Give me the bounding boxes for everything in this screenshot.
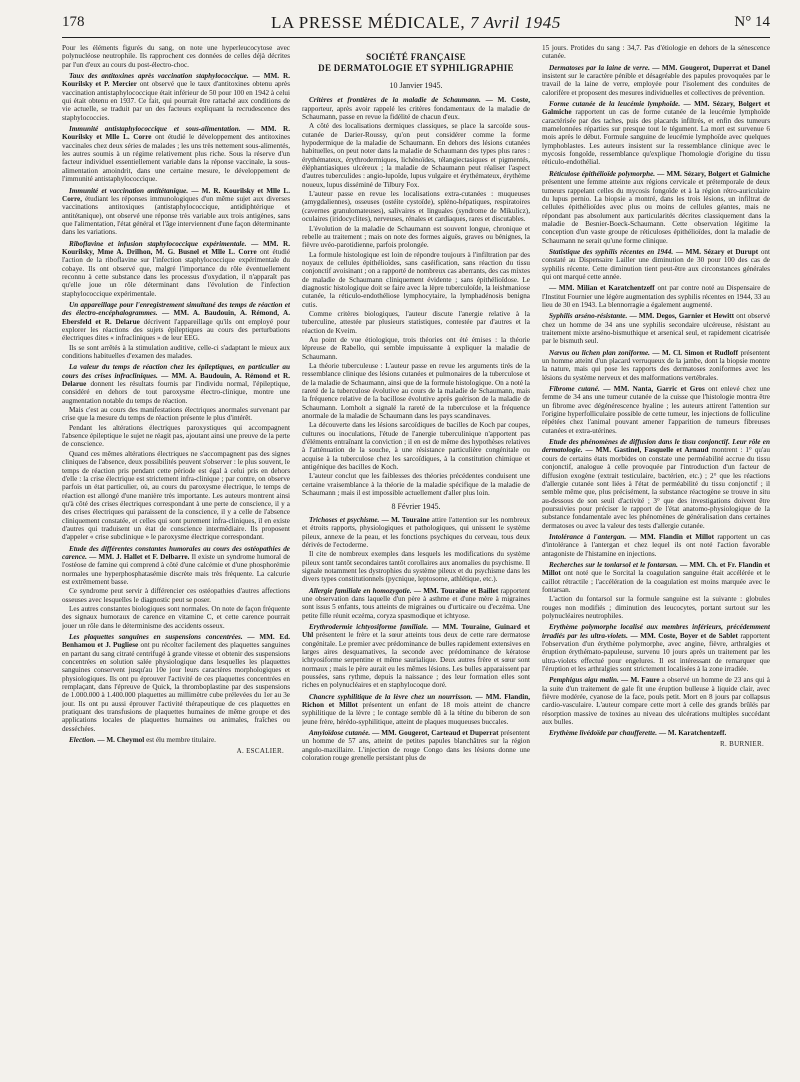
article-text: rapporteur, après avoir rappelé les critères fondamentaux de la maladie de Schaumann, passe en revue la fidélité de chacun d'eux. (302, 104, 530, 122)
article-paragraph (542, 623, 770, 673)
column-3-intro: 15 jours. Protides du sang : 34,7. Pas d'étiologie en dehors de la sénescence cutanée. (542, 44, 770, 61)
society-line-1: SOCIÉTÉ FRANÇAISE (366, 52, 466, 62)
article-text: présentent le frère et la sœur atteints tous deux de cette rare dermatose congénitale. Le premier avec prédominance de bulles rapidement extensives en larges aires desquamatives, la seconde avec prédominance de kératose ichtyosiforme serpentine et même saurialique. Deux autres frère et sœur sont normaux ; mais le père aurait eu les mêmes lésions. Les bulles apparaissent par poussées, sans rythme, depuis la naissance ; des leur formation elles sont riches en polynucléaires et en staphylocoque doré. (302, 631, 530, 690)
article-paragraph (542, 64, 770, 97)
article-authors: — MM. R. Kourilsky et P. Mercier (62, 72, 290, 89)
article-text: ont observé que le taux d'antitoxines obtenu après vaccination antistaphylococcique était inférieur de 50 pour 100 en 1942 à celui qui était obtenu en 1937. Ce fait, qui pourrait être rattaché aux conditions de vie actuelle, se traduit par un des facteurs expliquant la recrudescence des staphylococcies. (62, 80, 290, 122)
column-3-articles (542, 64, 770, 738)
article-paragraph (302, 225, 530, 250)
article-authors: — MM. A. Baudouin, A. Rémond et R. Delarue (62, 371, 290, 389)
article-paragraph (542, 729, 770, 737)
article-text: rapportent un cas de forme cutanée de la leucémie lymphoïde caractérisée par des taches, puis des placards infiltrés, et enfin des tumeurs mamelonnées réparties sur presque tout le tégument. La mort est survenue 6 mois après le début. Formule sanguine de leucémie lymphoïde avec quelques lymphoblastes. Les auteurs insistent sur la ressemblance clinique avec le mycosis fongoïde, ressemblance qu'explique l'homologie d'origine du tissu réticulo-endothélial. (542, 108, 770, 167)
article-paragraph (62, 406, 290, 423)
article-authors: — MM. Coste, Boyer et de Sablet (630, 631, 738, 640)
article-authors: — MM. Sézary et Durupt (675, 247, 759, 256)
article-paragraph (302, 516, 530, 549)
column-2 (302, 44, 530, 1072)
column-3-signature: R. BURNIER. (720, 739, 764, 748)
article-paragraph (542, 170, 770, 245)
issue-number: N° 14 (734, 14, 770, 30)
article-authors: — MM. A. Baudouin, A. Rémond, A. Ebersfeld et R. Delarue (62, 309, 290, 326)
article-authors: — M. R. Kourilsky et Mlle L. Corre, (62, 186, 290, 203)
article-paragraph (62, 344, 290, 361)
article-paragraph (542, 561, 770, 594)
article-title: Trichoses et psychisme. (309, 515, 380, 524)
article-title: Etude des différentes constantes humorales au cours des ostéopathies de carence. (62, 544, 290, 561)
article-title: Nævus ou lichen plan zoniforme. (549, 348, 650, 357)
article-authors: — M. Cheymol (97, 736, 145, 745)
article-authors: — MM. R. Kourilsky, Mme A. Drilhon, M. G. Busnel et Mlle L. Corre (62, 239, 290, 256)
article-authors: — MM. Milian et Karatchentzeff (549, 284, 655, 293)
article-authors: — M. Faure (621, 676, 660, 685)
article-paragraph (542, 438, 770, 530)
article-paragraph (302, 587, 530, 620)
article-authors: — MM. Degos, Garnier et Hewitt (629, 312, 735, 321)
article-text: ont noté que le Sorcital la coagulation sanguine était accélérée et le caillot rétractile ; l'accélération de la coagulation est moins marquée avec le fontarsan. (542, 569, 770, 594)
article-text: ont par contre noté au Dispensaire de l'Institut Fournier une légère augmentation des syphilis récentes en 1944, 33 au lieu de 30 en 1943. La blennorragie a également augmenté. (542, 284, 770, 309)
article-paragraph (542, 595, 770, 620)
article-title: Amyloïdose cutanée. (309, 729, 371, 738)
article-title: Taux des antitoxines après vaccination staphylococcique. (69, 72, 249, 81)
article-text: Il cite de nombreux exemples dans lesquels les modifications du système pileux sont tantôt secondaires tantôt corollaires aux anomalies du psychisme. Il signale notamment les dystrophies du système pileux et du psychisme dans les divers types constitutionnels (pycnique, leptosome, athlétique, etc.). (302, 550, 530, 584)
article-paragraph (302, 310, 530, 335)
issue-date: 7 Avril 1945 (470, 13, 561, 32)
article-paragraph (542, 533, 770, 558)
article-paragraph (302, 550, 530, 583)
article-text: attire l'attention sur les nombreux et étroits rapports, physiologiques et pathologiques, qui unissent le système pileux, annexe de la peau, et les fonctions psychiques du cerveau, tous deux dérivés de l'ectoderme. (302, 515, 530, 549)
article-paragraph (62, 72, 290, 122)
article-authors: — MM. Gastinel, Fasquelle et Arnaud (585, 446, 709, 455)
columns (62, 44, 770, 1072)
article-text: Ils se sont arrêtés à la stimulation auditive, celle-ci s'adaptant le mieux aux conditions habituelles d'examen des malades. (62, 343, 290, 361)
article-title: Erythème polymorphe localisé aux membres inférieurs, précédemment irradiés par les ultra-violets. (542, 623, 770, 640)
article-paragraph (62, 736, 290, 744)
article-authors: — MM. Sézary, Bolgert et Galmiche (542, 100, 770, 117)
article-text: ont étudié le développement des antitoxines vaccinales chez deux séries de malades ; les uns très nettement sous-alimentés, les autres soumis à un régime relativement plus riche. Sous la réserve d'un facteur individuel essentiellement variable dans la réponse vaccinale, la sous-alimentation amoindrit, dans une certaine mesure, le développement de l'immunité antistaphylococcique. (62, 133, 290, 184)
article-authors: — MM. Nanta, Garric et Gros (603, 385, 705, 394)
article-text: étudiant les réponses immunologiques d'un même sujet aux diverses vaccinations antitoxiques (antistaphylococcique, antidiphtérique et antitétanique), ont observé une réponse très variable aux trois antigènes, sans que l'alimentation, l'état général et l'âge interviennent d'une façon déterminante dans les variations. (62, 194, 290, 237)
society-line-2: DE DERMATOLOGIE ET SYPHILIGRAPHIE (318, 63, 514, 73)
journal-title: LA PRESSE MÉDICALE, (271, 13, 466, 32)
article-title: Les plaquettes sanguines en suspensions concentrées. (69, 633, 243, 642)
article-authors: — MM. Gougerot, Carteaud et Duperrat (372, 729, 499, 738)
article-paragraph (302, 421, 530, 471)
article-title: Recherches sur le tonlarsol et le fontarsan. (549, 560, 678, 569)
article-text: insistent sur le caractère pénible et désagréable des papules provoquées par le travail de la laine de verre, employée pour l'isolement des conduites de calorifère et proposent des mesures individuelles et collectives de prévention. (542, 72, 770, 97)
article-title: Immunité et vaccination antitétanique. (69, 186, 189, 195)
article-title: Fibrome cutané. (549, 385, 600, 394)
article-paragraph (542, 248, 770, 281)
article-text: Il existe un syndrome humoral de l'ostéose de famine qui comprend à côté d'une calcémie et d'une phosphorémie normales une hyperphosphatasémie discrète mais très fréquente. La calcurie est extrêmement basse. (62, 552, 290, 586)
article-authors: — MM. Ch. et Fr. Flandin et Millot (542, 560, 770, 578)
article-text: La découverte dans les lésions sarcoïdiques de bacilles de Koch par coupes, cultures ou inoculations, l'étude de l'anergie tuberculinique n'apportent pas d'éléments entraînant la conviction ; il en est de même des hypothèses relatives à l'atténuation de la souche, à une résistance particulière congénitale ou acquise à la tuberculose chez les sarcoïdiques, à la constitution chimique et antigénique des bacilles de Koch. (302, 421, 530, 472)
article-paragraph (302, 336, 530, 361)
article-text: ont pu récolter facilement des plaquettes sanguines en partant du sang citraté centrifugé à grande vitesse et obtenir des suspensions concentrées en solution salée physiologique dans lesquelles les plaquettes sanguines conservent jusqu'au 10e jour leurs caractères morphologiques et physiologiques. Ils ont pu éprouver l'activité de ces plaquettes concentrées en remplaçant, dans l'épreuve de Quick, la thromboplastine par des suspensions de 1.000.000 à 1.400.000 plaquettes au millimètre cube prélevées du 1er au 3e jour. Ils ont pu aussi éprouver l'activité thérapeutique de ces plaquettes en pratiquant des transfusions de plaquettes humaines de même groupe et des applications locales de plaquettes humaines ou animales, fraîches ou desséchées. (62, 641, 290, 733)
article-paragraph (302, 472, 530, 497)
article-authors: — M. Karatchentzeff. (658, 729, 727, 738)
article-text: présentent un homme de 57 ans, atteint de petites papules blanchâtres sur la région angulo-maxillaire. L'injection de rouge Congo dans les lésions donne une coloration rouge grenelle persistant plus de (302, 729, 530, 763)
column-3 (542, 44, 770, 1072)
article-paragraph (62, 363, 290, 405)
column-1-intro: Pour les éléments figurés du sang, on note une hyperleucocytose avec polynucléose neutrophile. Ils rapprochent ces données de celles déjà décrites par l'un d'eux au cours du post-électro-choc. (62, 44, 290, 69)
masthead (62, 13, 770, 33)
article-text: Les autres constantes biologiques sont normales. On note de façon fréquente des signaux humoraux de carence en vitamine C, et cette carence pourrait jouer un rôle dans le déterminisme des accidents osseux. (62, 605, 290, 630)
article-authors: — M. Cl. Simon et Rudloff (652, 348, 739, 357)
article-text: décrivent l'appareillage qu'ils ont employé pour explorer les réactions des sujets épileptiques au cours des perturbations électriques dites « infracliniques » de leur EEG. (62, 317, 290, 343)
article-title: Critères et frontières de la maladie de Schaumann. (309, 96, 481, 105)
article-text: présentent un homme atteint d'un placard verruqueux de la jambe, dont la biopsie montre la nature, mais qui pose les rapports des dermatoses zoniformes avec les lésions du système nerveux et des malformations vertébrales. (542, 348, 770, 382)
column-1-signature: A. ESCALIER. (236, 746, 284, 755)
article-text: Pendant les altérations électriques paroxystiques qui accompagnent l'absence épileptique le sujet ne réagit pas, ajoutant ainsi une preuve de la perte de conscience. (62, 423, 290, 449)
article-authors: — MM. Flandin et Millot (629, 532, 714, 541)
article-text: rapportent l'observation d'un érythème polymorphe, avec angine, fièvre, arthralgies et éruption érythémato-papuleuse, survenu 10 jours après un traitement par les ultra-violets effectué pour engelures. Il est intéressant de remarquer que l'éruption et les arthralgies sont strictement localisées à la zone irradiée. (542, 631, 770, 674)
article-title: Immunité antistaphylococcique et sous-alimentation. (69, 125, 241, 134)
article-paragraph (62, 240, 290, 298)
article-paragraph (302, 362, 530, 420)
article-title: Pemphigus aigu malin. (549, 676, 619, 685)
article-text: A côté des localisations dermiques classiques, se place la sarcoïde sous-cutanée de Darier-Roussy, qu'on peut considérer comme la forme hypodermique de la maladie de Schaumann. En dehors des lésions cutanées habituelles, on peut noter dans la maladie de Schaumann des types plus rares : érythémateux, érythrodermiques, lichénoïdes, télangiectasiques et pigmentés, éléphantiasiques ulcéreux ; la maladie de Schaumann peut réaliser l'aspect d'autres tuberculides : angio-lupoïde, lupus vulgaire et érythémateux, érythème noueux, lupus disséminé de Tilbury Fox. (302, 122, 530, 189)
article-paragraph (542, 100, 770, 167)
article-authors: — MM. Gougerot, Duperrat et Danel (652, 63, 770, 72)
article-title: La valeur du temps de réaction chez les épileptiques, en particulier au cours des crises infracliniques. (62, 363, 290, 380)
article-title: Election. (69, 736, 96, 745)
article-text: Quand ces mêmes altérations électriques ne s'accompagnent pas des signes cliniques de l'absence, deux possibilités peuvent s'observer : le plus souvent, le temps de réaction pris pendant cette période est égal à celui pris en dehors d'elle : la crise électrique est strictement infra-clinique ; par contre, on observe parfois un état particulier, où, au cours du paroxysme électrique, le temps de réaction est allongé d'une manière très importante. Les auteurs montrent ainsi qu'à côté des crises électriques correspondant à une perte de conscience, il y a des crises électriques qui paraissent de la conscience, il y a celle de l'absence cliniquement constatée, et celles qui sont purement infra-cliniques, il en existe d'autres qui traduisent un état de conscience intermédiaire. Ils proposent d'appeler « crise subclinique » le paroxysme électrique correspondant. (62, 449, 290, 542)
article-text: Au point de vue étiologique, trois théories ont été émises : la théorie lépreuse de Rabello, qui semble impuissante à expliquer la maladie de Schaumann. (302, 335, 530, 361)
article-text: L'action du fontarsol sur la formule sanguine est la suivante : globules rouges non modifiés ; diminution des leucocytes, portant surtout sur les polynucléaires neutrophiles. (542, 595, 770, 620)
column-1 (62, 44, 290, 1072)
article-paragraph (302, 122, 530, 189)
article-text: rapportent une observation dans laquelle d'un père à asthme et d'une mère à migraines sont issus 5 enfants, tous atteints de migraines ou d'urticaire ou d'eczéma. Une petite fille réunit eczéma, coryza spasmodique et ichtyose. (302, 586, 530, 620)
article-authors: — M. Touraine (381, 515, 430, 524)
article-title: Forme cutanée de la leucémie lymphoïde. (549, 100, 681, 109)
article-paragraph (62, 605, 290, 630)
article-text: montrent : 1° qu'au cours de certains états morbides on constate une perméabilité accrue du tissu conjonctif, analogue à celle provoquée par l'introduction d'un facteur de diffusion exogène (extrait testiculaire, bactérien, etc.) ; 2° que les réactions d'allergie cutanée sont liées à l'état de perméabilité du tissu conjonctif ; il semble même que, plus précisément, la substance réactogène se trouve in situ au-dessous de son seuil d'activité ; 3° que des investigations doivent être poursuivies pour préciser le rapport de l'état anatomo-physiologique de la substance fondamentale avec les phénomènes de généralisation dans certaines dermatoses ou avec la valeur des tests d'allergie cutanée. (542, 446, 770, 530)
article-authors: — MM. Flandin, Richon et Millot (302, 692, 530, 710)
page-header (62, 14, 770, 36)
header-rule (62, 37, 770, 38)
article-text: rapportent un cas d'intolérance à l'antergan et chez lequel ils ont noté l'action favorable antagoniste de l'histamine en injections. (542, 532, 770, 558)
article-paragraph (62, 187, 290, 237)
article-text: L'auteur passe en revue les localisations extra-cutanées : muqueuses (amygdaliennes), osseuses (ostéite cystoïde), spléno-hépatiques, respiratoires (cavernes granulomateuses), salivaires et linguales (syndrome de Mikulicz), oculaires (iridocyclites), nerveuses, rénales et cardiaques, rares et discutables. (302, 190, 530, 224)
article-paragraph (302, 693, 530, 726)
article-text: donnent les résultats fournis par l'individu normal, l'épileptique, considéré en dehors de tout paroxysme électro-clinique, montre une augmentation notable du temps de réaction. (62, 380, 290, 405)
article-authors: — M. Coste, (485, 96, 530, 105)
article-text: Mais c'est au cours des manifestations électriques anormales survenant par crise que la mesure du temps de réaction présente le plus d'intérêt. (62, 406, 290, 423)
article-paragraph (302, 251, 530, 309)
page-number: 178 (62, 14, 85, 30)
article-text: Ce syndrome peut servir à différencier ces ostéopathies d'autres affections osseuses avec lesquelles le diagnostic peut se poser. (62, 587, 290, 604)
article-authors: — MM. Touraine et Baillet (413, 586, 499, 595)
column-2-articles-1 (302, 96, 530, 497)
article-text: La théorie tuberculeuse : L'auteur passe en revue les arguments tirés de la ressemblance clinique des lésions cutanées et pulmonaires de la tuberculose et de la maladie de Schaumann, ainsi que de la formule histologique. On a noté la rareté de la tuberculose évolutive au cours de la maladie de Schaumann, mais la fréquence relative de la bacillose évolutive après guérison de la maladie de Schaumann. Lomholt a signalé la rareté de la tuberculose et la fréquence anormale de la maladie de Schaumann dans les pays scandinaves. (302, 362, 530, 421)
article-text: a observé un homme de 23 ans qui à la suite d'un traitement de gale fit une éruption bulleuse à liquide clair, avec fièvre modérée, cyanose de la face, pouls petit. Mort en 8 jours par collapsus cardio-vasculaire. L'auteur compare cette mort à celle des grands brûlés par résorption massive de toxines au niveau des ulcérations multiples succédant aux bulles. (542, 676, 770, 727)
article-paragraph (62, 450, 290, 542)
article-text: présentent une femme atteinte aux régions cervicale et prétemporale de deux tumeurs rappelant celles du mycosis fongoïde et à la région rétro-auriculaire du lupus pernio. La biopsie a montré, dans les trois lésions, un infiltrat de cellules épithélioïdes avec plus ou moins de cellules géantes, mais ne répondant pas absolument aux particularités décrites classiquement dans la maladie de Besnier-Boeck-Schaumann. Cette observation légitime la conception d'un vaste groupe de réticuloses épithélioïdes, dont la maladie de Schaumann ne serait qu'une forme clinique. (542, 178, 770, 245)
article-paragraph (62, 633, 290, 733)
article-authors: — MM. Ed. Benhamou et J. Pugliese (62, 633, 290, 650)
article-paragraph (542, 284, 770, 309)
article-title: Erythrodermie ichtyosiforme familiale. (309, 622, 429, 631)
article-paragraph (62, 125, 290, 183)
article-paragraph (542, 312, 770, 345)
article-text: ont observé chez un homme de 34 ans une syphilis secondaire ulcéreuse, résistant au traitement mixte arséno-bismuthique et arsenical seul, et rapidement cicatrisée par le bismuth seul. (542, 312, 770, 346)
article-title: Syphilis arséno-résistante. (549, 312, 628, 321)
article-title: Chancre syphilitique de la lèvre chez un nourrisson. (309, 692, 473, 701)
article-paragraph (302, 190, 530, 223)
article-authors: — MM. Sézary, Bolgert et Galmiche (657, 169, 770, 178)
column-1-articles (62, 72, 290, 744)
article-title: Réticulose épithélioïde polymorphe. (549, 169, 656, 178)
article-title: Un appareillage pour l'enregistrement simultané des temps de réaction et des électro-encéphalogrammes. (62, 300, 290, 318)
article-paragraph (542, 385, 770, 435)
article-title: Riboflavine et infusion staphylococcique expérimentale. (69, 239, 247, 248)
article-text: La formule histologique est loin de répondre toujours à l'infiltration par des noyaux de cellules épithélioïdes, sans caséification, sans réaction du tissu conjonctif avoisinant ; on a rapporté de nombreux cas aberrants, des cas mixtes de maladie de Schaumann cliniquement évidente ; sans épithélioïdose. Le diagnostic histologique doit se faire avec la lèpre tuberculoïde, la leishmaniose cutanée, la réticulo-endothéliose lymphocytaire, la lymphadénosis benigna cutis. (302, 250, 530, 309)
society-heading (302, 52, 530, 74)
meeting-date-1: 10 Janvier 1945. (389, 81, 443, 90)
article-authors: — MM. J. Hallet et F. Delbarre. (89, 552, 190, 561)
article-paragraph (62, 424, 290, 449)
article-text: ont étudié l'action de la riboflavine sur l'infection staphylococcique expérimentale du cobaye. Ils ont observé que, malgré l'importance du rôle éventuellement reconnu à cette substance dans les processus d'oxydation, il n'apparaît pas qu'elle joue un rôle déterminant dans l'évolution de l'infection staphylococcique expérimentale. (62, 247, 290, 298)
article-text: L'évolution de la maladie de Schaumann est souvent longue, chronique et rebelle au traitement ; mais on note des formes aiguës, graves ou bénignes, la fièvre uvéo-parotidienne, parfois prolongée. (302, 224, 530, 250)
meeting-date-2: 8 Février 1945. (391, 501, 441, 511)
article-title: Etude des phénomènes de diffusion dans le tissu conjonctif. Leur rôle en dermatologie. (542, 438, 770, 455)
article-title: Allergie familiale en homozygotie. (309, 586, 412, 595)
article-paragraph (542, 349, 770, 382)
article-authors: — MM. R. Kourilsky et Mlle L. Corre (62, 125, 290, 142)
article-title: Erythème livédoïde par chaufferette. (549, 729, 658, 738)
article-title: Intolérance à l'antergan. (549, 532, 627, 541)
article-text: ont enlevé chez une femme de 34 ans une tumeur cutanée de la cuisse que l'histologie montra être un fibrome avec dégénérescence hyaline ; les auteurs attirent l'attention sur l'origine hyperfolliculaire possible de cette tumeur, les injections de folliculine répétées chez l'animal pouvant amener l'apparition de tumeurs fibreuses cutanées et extra-utérines. (542, 385, 770, 435)
article-paragraph (302, 96, 530, 121)
article-authors: — MM. Touraine, Guinard et Uhl (302, 622, 530, 640)
article-text: ont constaté au Dispensaire Lailler une diminution de 30 pour 100 des cas de syphilis récente. Cette diminution tient peut-être aux circonstances générales qui ont marqué cette année. (542, 247, 770, 281)
column-2-articles-2 (302, 516, 530, 763)
article-text: Comme critères biologiques, l'auteur discute l'anergie relative à la tuberculine, attestée par plusieurs statistiques, contestée par d'autres et la réaction de Kveim. (302, 309, 530, 335)
article-paragraph (62, 545, 290, 587)
article-text: présentent un enfant de 18 mois atteint de chancre syphilitique de la lèvre ; le contage semble dû à la tétine du biberon de son jeune frère, hérédo-syphilitique, atteint de plaques muqueuses buccales. (302, 701, 530, 726)
article-text: L'auteur conclut que les faiblesses des théories précédentes conduisent une certaine vraisemblance à la théorie de la maladie spécifique de la maladie de Schaumann ; mais il est impossible actuellement d'aller plus loin. (302, 472, 530, 498)
article-paragraph (542, 676, 770, 726)
article-title: Statistique des syphilis récentes en 1944. (549, 247, 674, 256)
article-text: est élu membre titulaire. (146, 736, 216, 745)
article-paragraph (302, 729, 530, 762)
article-paragraph (62, 587, 290, 604)
article-title: Dermatoses par la laine de verre. (549, 63, 650, 72)
article-paragraph (62, 301, 290, 343)
article-paragraph (302, 623, 530, 690)
